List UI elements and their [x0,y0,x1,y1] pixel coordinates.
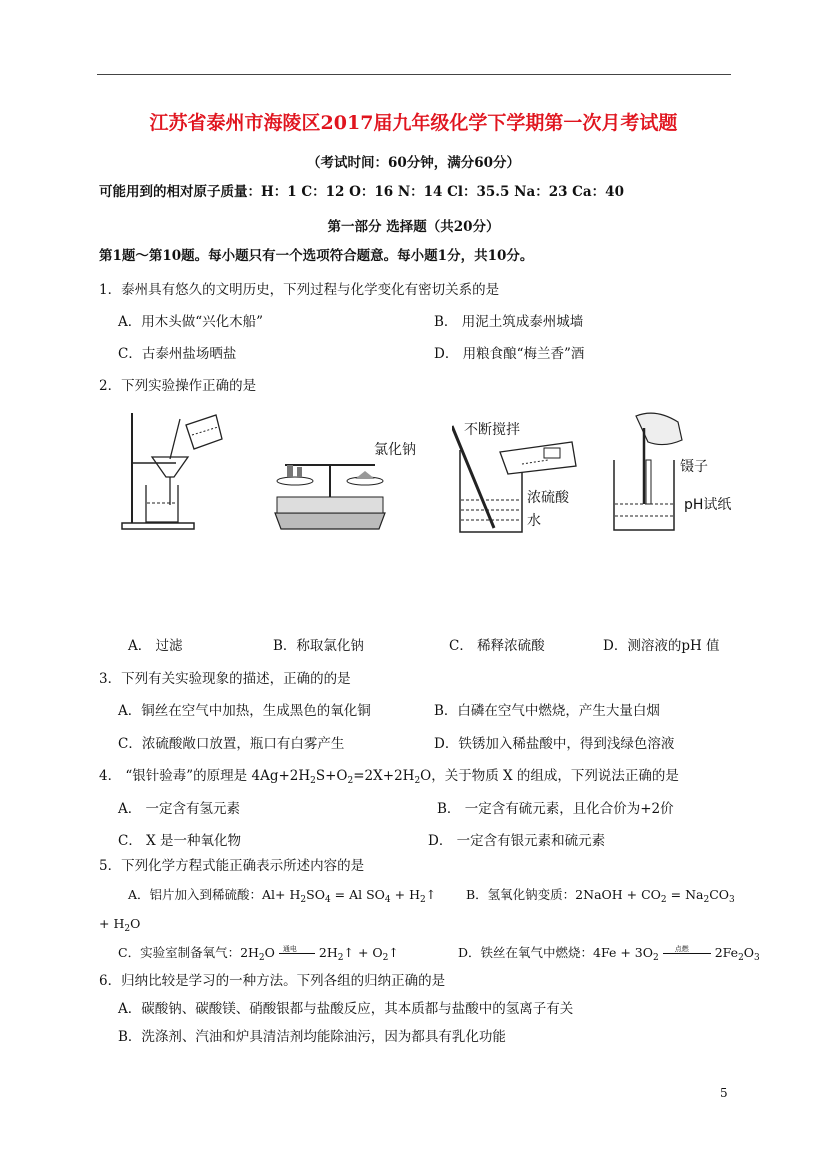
page-number: 5 [720,1086,728,1100]
label-water: 水 [527,513,541,529]
q3-option-a: A．铜丝在空气中加热，生成黑色的氧化铜 [118,703,371,719]
q4-option-b: B． 一定含有硫元素，且化合价为+2价 [437,801,674,817]
label-conc-acid: 浓硫酸 [527,490,569,506]
label-sodium-chloride: 氯化钠 [374,442,416,458]
q4-stem: 4． “银针验毒”的原理是 $4Ag+2H_2S+O_2=2X+2H_2O$，关于物质 X 的组成，下列说法正确的是 [99,768,679,786]
q1-option-a: A．用木头做“兴化木船” [118,314,264,330]
q3-option-c: C．浓硫酸敞口放置，瓶口有白雾产生 [118,736,345,752]
q4-option-d: D． 一定含有银元素和硫元素 [428,833,606,849]
q6-stem: 6．归纳比较是学习的一种方法。下列各组的归纳正确的是 [99,973,446,989]
atomic-masses: 可能用到的相对原子质量：H：1 C：12 O：16 N：14 Cl：35.5 Na：23 Ca：40 [99,184,624,200]
q5-option-d: D．铁丝在氧气中燃烧：$4Fe + 3O_2$ 点燃 $2Fe_2O_3$ [458,945,760,963]
q2-option-a: A． 过滤 [128,638,183,654]
q6-option-b: B．洗涤剂、汽油和炉具清洁剂均能除油污，因为都具有乳化功能 [118,1029,506,1045]
q2-option-d: D．测溶液的pH 值 [603,638,720,654]
q5-option-c: C．实验室制备氧气：$2H_2O$ 通电 $2H_2↑$ + $O_2↑$ [118,945,399,963]
label-tweezers: 镊子 [680,459,708,475]
exam-title: 江苏省泰州市海陵区2017届九年级化学下学期第一次月考试题 [149,112,678,134]
instructions: 第1题～第10题。每小题只有一个选项符合题意。每小题1分，共10分。 [99,248,534,264]
q4-option-a: A． 一定含有氢元素 [118,801,241,817]
q3-option-b: B．白磷在空气中燃烧，产生大量白烟 [434,703,660,719]
label-stir: 不断搅拌 [464,422,520,438]
q2-stem: 2．下列实验操作正确的是 [99,378,257,394]
q5-stem: 5．下列化学方程式能正确表示所述内容的是 [99,858,365,874]
q1-option-d: D． 用粮食酿“梅兰香”酒 [434,346,585,362]
q1-stem: 1．泰州具有悠久的文明历史，下列过程与化学变化有密切关系的是 [99,282,500,298]
q3-option-d: D．铁锈加入稀盐酸中，得到浅绿色溶液 [434,736,675,752]
header-rule [97,74,731,75]
q5-option-b-cont: + $H_2O$ [99,916,141,934]
q2-option-b: B．称取氯化钠 [273,638,364,654]
q5-option-a: A．铝片加入到稀硫酸：$Al+ H_2SO_4 = Al$ $SO_4$ + $H_2↑$ [128,887,437,905]
part-title: 第一部分 选择题（共20分） [327,219,500,235]
q6-option-a: A．碳酸钠、碳酸镁、硝酸银都与盐酸反应，其本质都与盐酸中的氢离子有关 [118,1001,574,1017]
q4-option-c: C． X 是一种氧化物 [118,833,242,849]
q2-option-c: C． 稀释浓硫酸 [449,638,545,654]
q1-option-b: B． 用泥土筑成泰州城墙 [434,314,584,330]
q1-option-c: C．古泰州盐场晒盐 [118,346,237,362]
filtration-figure [118,405,228,535]
q5-option-b: B．氢氧化钠变质：2NaOH + $CO_2 = Na_2CO_3$ [466,887,735,905]
exam-info: （考试时间：60分钟，满分60分） [306,155,521,171]
q3-stem: 3．下列有关实验现象的描述，正确的的是 [99,671,351,687]
label-ph-paper: pH试纸 [684,497,732,513]
